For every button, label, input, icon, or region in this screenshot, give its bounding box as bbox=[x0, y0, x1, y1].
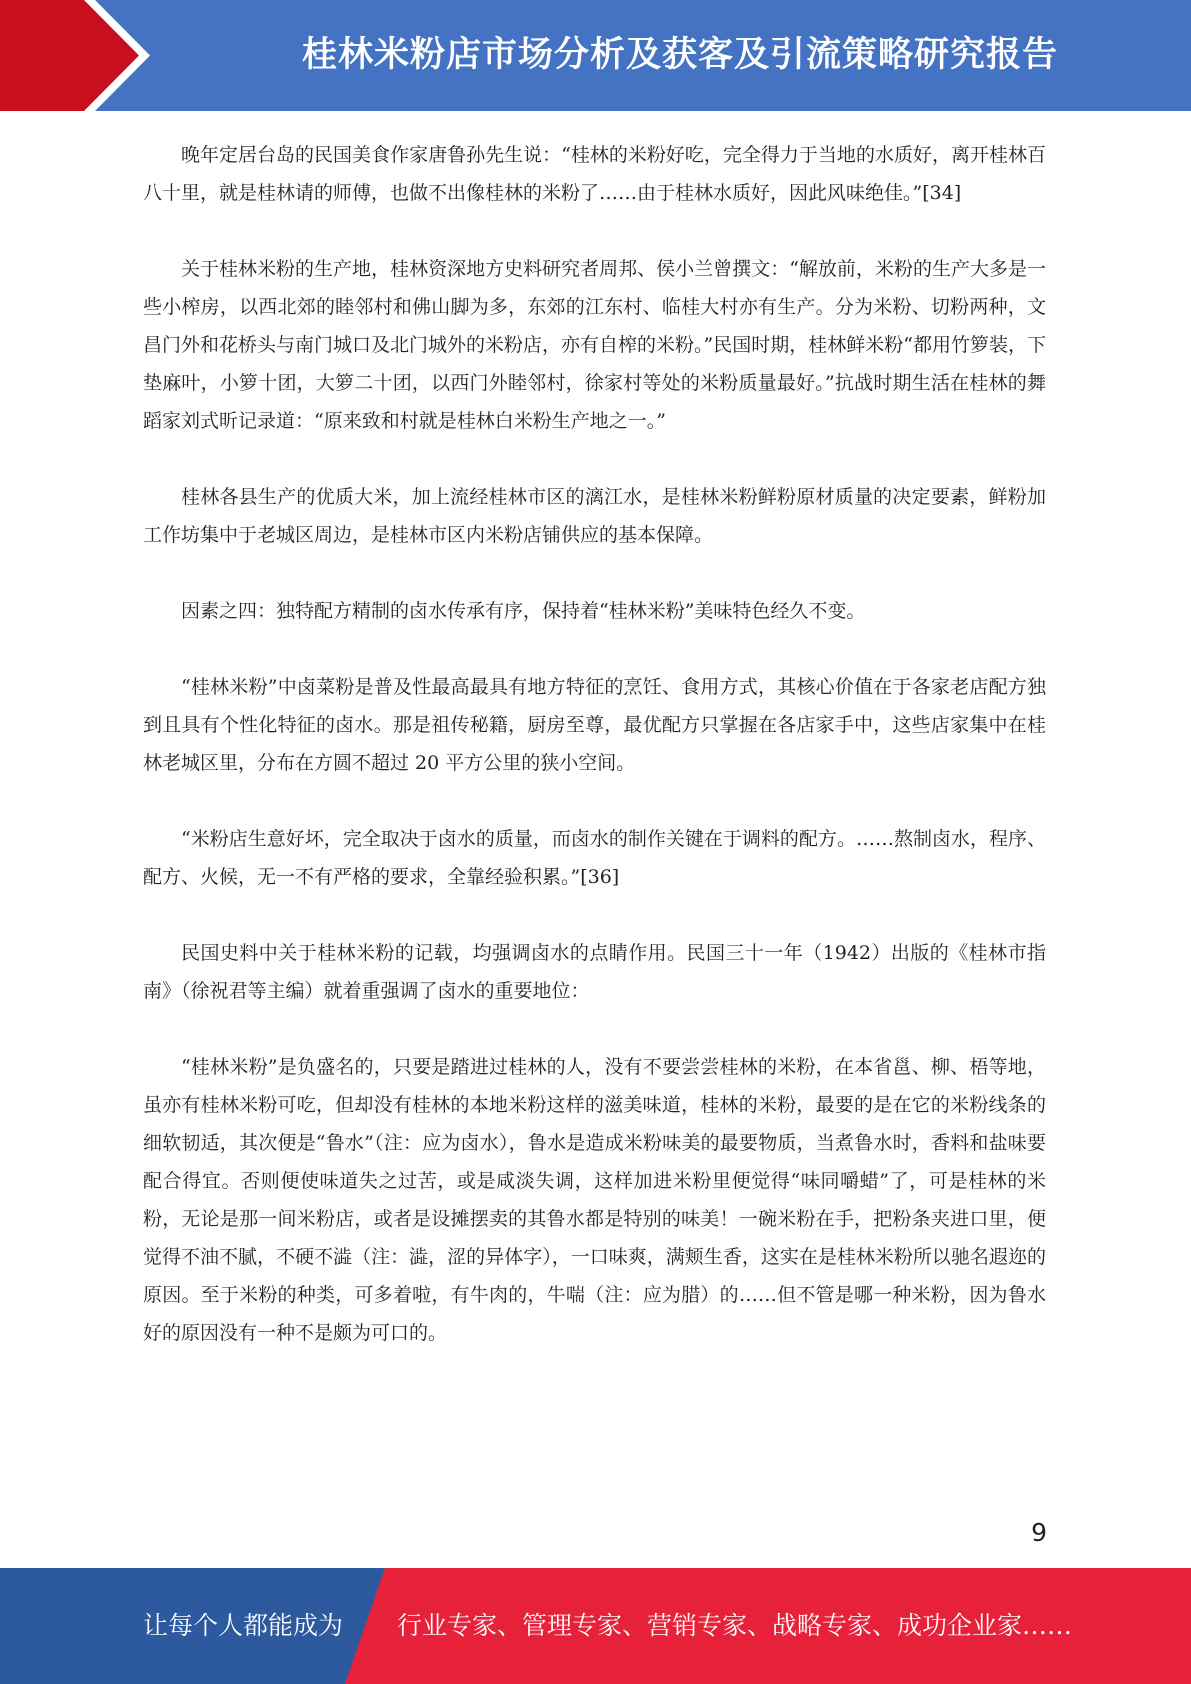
header-arrow-decoration bbox=[0, 0, 160, 111]
paragraph: 民国史料中关于桂林米粉的记载，均强调卤水的点睛作用。民国三十一年（1942）出版的《桂林市指南》（徐祝君等主编）就着重强调了卤水的重要地位： bbox=[143, 942, 1046, 1002]
page-header bbox=[0, 0, 1191, 111]
page-number: 9 bbox=[1031, 1518, 1047, 1547]
paragraph: 因素之四：独特配方精制的卤水传承有序，保持着“桂林米粉”美味特色经久不变。 bbox=[181, 600, 866, 622]
paragraph: 桂林各县生产的优质大米，加上流经桂林市区的漓江水，是桂林米粉鲜粉原材质量的决定要素，鲜粉加工作坊集中于老城区周边，是桂林市区内米粉店铺供应的基本保障。 bbox=[143, 486, 1046, 546]
paragraph: “桂林米粉”是负盛名的，只要是踏进过桂林的人，没有不要尝尝桂林的米粉，在本省邕、柳、梧等地，虽亦有桂林米粉可吃，但却没有桂林的本地米粉这样的滋美味道，桂林的米粉，最要的是在它的米粉线条的细软韧适，其次便是“鲁水”（注：应为卤水），鲁水是造成米粉味美的最要物质，当煮鲁水时，香料和盐味要配合得宜。否则便使味道失之过苦，或是咸淡失调，这样加进米粉里便觉得“味同嚼蜡”了，可是桂林的米粉，无论是那一间米粉店，或者是设摊摆卖的其鲁水都是特别的味美！一碗米粉在手，把粉条夹进口里，便觉得不油不腻，不硬不澁（注：澁，涩的异体字），一口味爽，满颊生香，这实在是桂林米粉所以驰名遐迩的原因。至于米粉的种类，可多着啦，有牛肉的，牛喘（注：应为腊）的……但不管是哪一种米粉，因为鲁水好的原因没有一种不是颇为可口的。 bbox=[143, 1056, 1046, 1344]
footer-slogan-left: 让每个人都能成为 bbox=[143, 1611, 344, 1640]
paragraph: 晚年定居台岛的民国美食作家唐鲁孙先生说：“桂林的米粉好吃，完全得力于当地的水质好，离开桂林百八十里，就是桂林请的师傅，也做不出像桂林的米粉了……由于桂林水质好，因此风味绝佳。”[34] bbox=[143, 144, 1046, 204]
document-body bbox=[143, 136, 1046, 1390]
paragraph: “桂林米粉”中卤菜粉是普及性最高最具有地方特征的烹饪、食用方式，其核心价值在于各家老店配方独到且具有个性化特征的卤水。那是祖传秘籍，厨房至尊，最优配方只掌握在各店家手中，这些店家集中在桂林老城区里，分布在方圆不超过 20 平方公里的狭小空间。 bbox=[143, 676, 1046, 774]
document-title: 桂林米粉店市场分析及获客及引流策略研究报告 bbox=[301, 35, 1058, 75]
page-footer bbox=[0, 1568, 1191, 1684]
paragraph: “米粉店生意好坏，完全取决于卤水的质量，而卤水的制作关键在于调料的配方。……熬制卤水，程序、配方、火候，无一不有严格的要求，全靠经验积累。”[36] bbox=[143, 828, 1046, 888]
footer-slogan-right: 行业专家、管理专家、营销专家、战略专家、成功企业家…… bbox=[397, 1611, 1073, 1640]
paragraph: 关于桂林米粉的生产地，桂林资深地方史料研究者周邦、侯小兰曾撰文：“解放前，米粉的生产大多是一些小榨房，以西北郊的睦邻村和佛山脚为多，东郊的江东村、临桂大村亦有生产。分为米粉、切粉两种，文昌门外和花桥头与南门城口及北门城外的米粉店，亦有自榨的米粉。”民国时期，桂林鲜米粉“都用竹箩装，下垫麻叶，小箩十团，大箩二十团，以西门外睦邻村，徐家村等处的米粉质量最好。”抗战时期生活在桂林的舞蹈家刘式昕记录道：“原来致和村就是桂林白米粉生产地之一。” bbox=[143, 258, 1046, 432]
